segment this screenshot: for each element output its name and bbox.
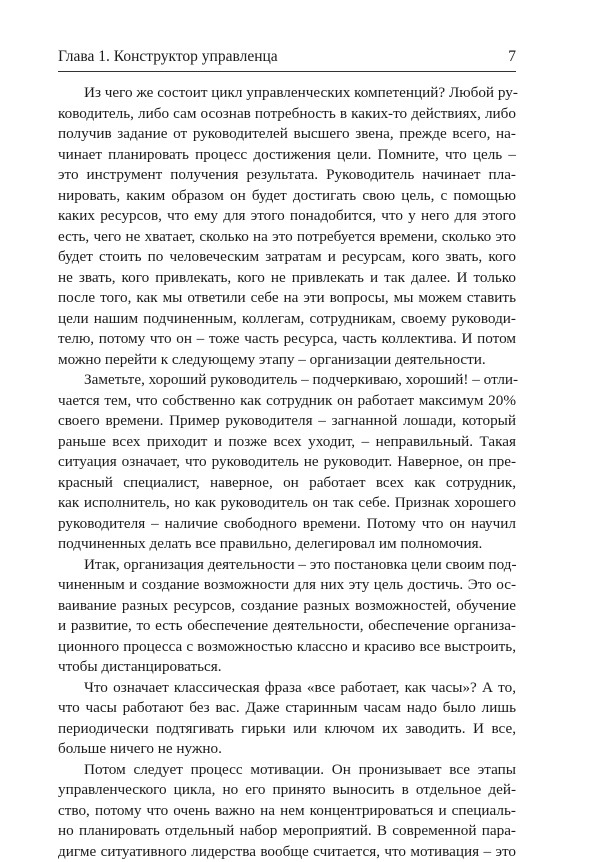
text-line: Итак, организация деятельности – это постановка цели своим под- — [58, 555, 516, 576]
text-line: ционного процесса с возможностью классно и красиво все выстроить, — [58, 637, 516, 658]
text-line: Что означает классическая фраза «все работает, как часы»? А то, — [58, 678, 516, 699]
text-line: Потом следует процесс мотивации. Он пронизывает все этапы — [58, 760, 516, 781]
text-line: получив задание от руководителей высшего звена, прежде всего, на- — [58, 124, 516, 145]
text-line: чинает планировать процесс достижения цели. Помните, что цель – — [58, 145, 516, 166]
chapter-title: Глава 1. Конструктор управленца — [58, 46, 278, 68]
text-line: ство, потому что очень важно на нем концентрироваться и специаль- — [58, 801, 516, 822]
text-line: Заметьте, хороший руководитель – подчеркиваю, хороший! – отли- — [58, 370, 516, 391]
text-line: раньше всех приходит и позже всех уходит, – неправильный. Такая — [58, 432, 516, 453]
text-line: каких ресурсов, что ему для этого понадобится, что у него для этого — [58, 206, 516, 227]
text-line: чается тем, что собственно как сотрудник он работает максимум 20% — [58, 391, 516, 412]
text-line: ситуация означает, что руководитель не руководит. Наверное, он пре- — [58, 452, 516, 473]
text-line: чтобы дистанцироваться. — [58, 657, 516, 678]
text-line: будет стоить по человеческим затратам и ресурсам, кого звать, кого — [58, 247, 516, 268]
text-line: подчиненных делать все правильно, делегировал им полномочия. — [58, 534, 516, 555]
text-line: цели нашим подчиненным, коллегам, сотрудникам, своему руководи- — [58, 309, 516, 330]
paragraph — [58, 83, 516, 370]
text-line: периодически подтягивать гирьки или ключом их заводить. И все, — [58, 719, 516, 740]
paragraph — [58, 555, 516, 678]
text-line: больше ничего не нужно. — [58, 739, 516, 760]
header-rule — [58, 71, 516, 72]
text-line: Из чего же состоит цикл управленческих компетенций? Любой ру- — [58, 83, 516, 104]
text-line: есть, чего не хватает, сколько на это потребуется времени, сколько это — [58, 227, 516, 248]
page-number: 7 — [508, 46, 516, 68]
text-line: после того, как мы ответили себе на эти вопросы, мы можем ставить — [58, 288, 516, 309]
text-line: телю, потому что он – тоже часть ресурса, часть коллектива. И потом — [58, 329, 516, 350]
text-line: нировать, каким образом он будет достигать свою цель, с помощью — [58, 186, 516, 207]
text-line: это инструмент получения результата. Руководитель начинает пла- — [58, 165, 516, 186]
text-line: ководитель, либо сам осознав потребность в каких-то действиях, либо — [58, 104, 516, 125]
text-line: не звать, кого привлекать, кого не привлекать и так далее. И только — [58, 268, 516, 289]
paragraph — [58, 760, 516, 862]
text-line: как исполнитель, но как руководитель он так себе. Признак хорошего — [58, 493, 516, 514]
text-line: красный специалист, наверное, он работает всех как сотрудник, — [58, 473, 516, 494]
text-line: руководителя – наличие свободного времени. Потому что он научил — [58, 514, 516, 535]
body-text — [58, 83, 516, 862]
text-line: чиненным и создание возможности для них эту цель достичь. Это ос- — [58, 575, 516, 596]
text-line: дигме ситуативного лидерства вообще считается, что мотивация – это — [58, 842, 516, 862]
text-line: можно перейти к следующему этапу – организации деятельности. — [58, 350, 516, 371]
text-line: ваивание разных ресурсов, создание разных возможностей, обучение — [58, 596, 516, 617]
text-line: управленческого цикла, но его принято выносить в отдельное дей- — [58, 780, 516, 801]
running-head — [58, 46, 516, 68]
paragraph — [58, 678, 516, 760]
paragraph — [58, 370, 516, 555]
text-line: своего времени. Пример руководителя – загнанной лошади, который — [58, 411, 516, 432]
text-line: что часы работают без вас. Даже старинным часам надо было лишь — [58, 698, 516, 719]
text-line: и развитие, то есть обеспечение деятельности, обеспечение организа- — [58, 616, 516, 637]
text-line: но планировать отдельный набор мероприятий. В современной пара- — [58, 821, 516, 842]
